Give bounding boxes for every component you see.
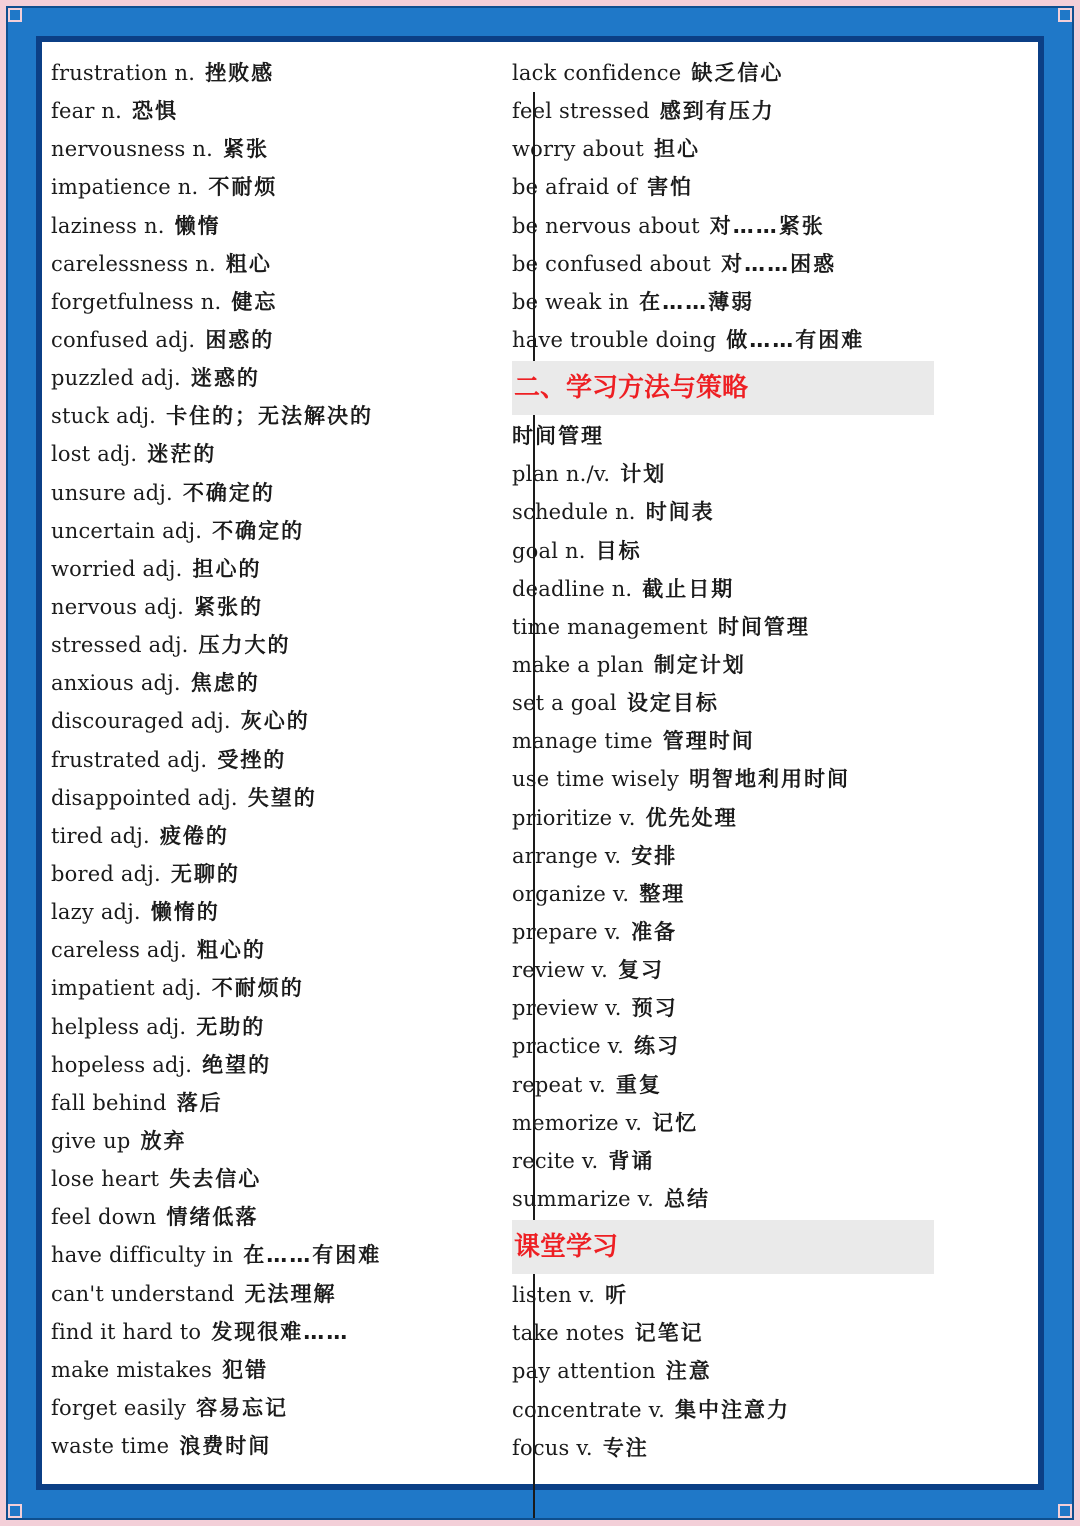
english-term: preview v.	[512, 996, 622, 1021]
english-term: be afraid of	[512, 175, 638, 200]
chinese-meaning: 浪费时间	[179, 1434, 272, 1459]
chinese-meaning: 在……薄弱	[639, 289, 755, 314]
corner-ornament-bottom-right	[1058, 1504, 1072, 1518]
english-term: lost adj.	[51, 442, 138, 467]
english-term: frustration n.	[51, 61, 196, 85]
chinese-meaning: 时间表	[645, 500, 715, 525]
left-column	[51, 54, 481, 1465]
vocab-entry	[51, 1351, 481, 1389]
chinese-meaning: 不确定的	[212, 518, 305, 543]
english-term: careless adj.	[51, 938, 187, 963]
vocab-entry	[512, 1142, 942, 1180]
right-column	[512, 54, 942, 1467]
english-term: be nervous about	[512, 213, 700, 238]
english-term: impatience n.	[51, 175, 199, 200]
english-term: unsure adj.	[51, 480, 173, 505]
chinese-meaning: 无助的	[196, 1014, 266, 1039]
vocab-entry	[512, 570, 942, 608]
vocab-entry	[51, 702, 481, 740]
english-term: schedule n.	[512, 500, 636, 525]
english-term: hopeless adj.	[51, 1052, 193, 1077]
english-term: be weak in	[512, 289, 630, 314]
english-term: focus v.	[512, 1435, 593, 1460]
english-term: use time wisely	[512, 767, 680, 792]
chinese-meaning: 安排	[631, 843, 678, 868]
english-term: be confused about	[512, 251, 712, 276]
english-term: plan n./v.	[512, 462, 611, 487]
chinese-meaning: 绝望的	[202, 1052, 272, 1077]
vocab-entry	[512, 1027, 942, 1065]
vocab-entry	[512, 1066, 942, 1104]
english-term: forgetfulness n.	[51, 289, 222, 314]
english-term: nervous adj.	[51, 594, 185, 619]
chinese-meaning: 在……有困难	[243, 1243, 382, 1268]
vocab-entry	[512, 54, 942, 92]
vocab-entry	[51, 207, 481, 245]
chinese-meaning: 记笔记	[634, 1321, 704, 1346]
vocab-entry	[512, 760, 942, 798]
chinese-meaning: 预习	[631, 996, 678, 1021]
english-term: find it hard to	[51, 1319, 202, 1344]
english-term: worry about	[512, 137, 645, 162]
vocab-entry	[51, 550, 481, 588]
english-term: helpless adj.	[51, 1014, 187, 1039]
vocab-entry	[51, 1427, 481, 1465]
vocab-entry	[51, 779, 481, 817]
vocab-entry	[51, 1008, 481, 1046]
vocab-entry	[51, 397, 481, 435]
vocab-entry	[512, 1391, 942, 1429]
chinese-meaning: 紧张	[222, 137, 269, 162]
chinese-meaning: 困惑的	[205, 327, 275, 352]
chinese-meaning: 重复	[615, 1072, 662, 1097]
chinese-meaning: 担心的	[192, 556, 262, 581]
chinese-meaning: 目标	[595, 538, 642, 563]
english-term: summarize v.	[512, 1186, 655, 1211]
vocab-entry	[512, 92, 942, 130]
english-term: review v.	[512, 958, 608, 983]
chinese-meaning: 情绪低落	[166, 1205, 259, 1230]
chinese-meaning: 制定计划	[653, 652, 746, 677]
vocab-entry	[512, 1180, 942, 1218]
section-heading-classroom-learning: 课堂学习	[512, 1220, 934, 1274]
english-term: waste time	[51, 1434, 170, 1459]
chinese-meaning: 担心	[654, 137, 701, 162]
english-term: worried adj.	[51, 556, 183, 581]
vocab-entry	[512, 875, 942, 913]
vocab-entry	[51, 130, 481, 168]
vocab-entry	[51, 1236, 481, 1274]
english-term: set a goal	[512, 691, 617, 716]
vocab-entry	[512, 1276, 942, 1314]
chinese-meaning: 落后	[176, 1090, 223, 1115]
chinese-meaning: 挫败感	[205, 61, 275, 85]
chinese-meaning: 计划	[620, 462, 667, 487]
corner-ornament-top-right	[1058, 8, 1072, 22]
chinese-meaning: 感到有压力	[659, 99, 775, 124]
english-term: manage time	[512, 729, 653, 754]
vocab-entry	[512, 168, 942, 206]
chinese-meaning: 受挫的	[217, 747, 287, 772]
vocab-entry	[512, 532, 942, 570]
chinese-meaning: 无法理解	[244, 1281, 337, 1306]
vocab-entry	[512, 1104, 942, 1142]
vocab-entry	[51, 1084, 481, 1122]
subsection-title-time-management	[512, 417, 942, 455]
vocab-entry	[512, 951, 942, 989]
chinese-meaning: 不确定的	[182, 480, 275, 505]
english-term: time management	[512, 614, 708, 639]
vocab-entry	[512, 283, 942, 321]
vocab-entry	[51, 855, 481, 893]
vocab-entry	[51, 283, 481, 321]
english-term: can't understand	[51, 1281, 235, 1306]
vocab-entry	[51, 359, 481, 397]
vocab-entry	[51, 245, 481, 283]
vocab-entry	[51, 741, 481, 779]
vocab-entry	[512, 1429, 942, 1467]
vocab-entry	[51, 435, 481, 473]
english-term: have trouble doing	[512, 327, 717, 352]
vocab-entry	[512, 245, 942, 283]
chinese-meaning: 焦虑的	[190, 671, 260, 696]
chinese-meaning: 容易忘记	[196, 1395, 289, 1420]
english-term: deadline n.	[512, 576, 633, 601]
english-term: forget easily	[51, 1395, 187, 1420]
vocab-entry	[51, 893, 481, 931]
english-term: bored adj.	[51, 861, 161, 886]
english-term: laziness n.	[51, 213, 165, 238]
chinese-meaning: 明智地利用时间	[689, 767, 851, 792]
english-term: lazy adj.	[51, 900, 141, 925]
chinese-meaning: 懒惰	[174, 213, 221, 238]
chinese-meaning: 失去信心	[169, 1167, 262, 1192]
english-term: anxious adj.	[51, 671, 181, 696]
chinese-meaning: 健忘	[231, 289, 278, 314]
english-term: organize v.	[512, 881, 630, 906]
chinese-meaning: 背诵	[608, 1148, 655, 1173]
english-term: arrange v.	[512, 843, 622, 868]
english-term: memorize v.	[512, 1110, 643, 1135]
chinese-meaning: 犯错	[222, 1357, 269, 1382]
chinese-meaning: 准备	[631, 919, 678, 944]
chinese-meaning: 发现很难……	[211, 1319, 350, 1344]
chinese-meaning: 时间管理	[717, 614, 810, 639]
chinese-meaning: 懒惰的	[150, 900, 220, 925]
vocab-entry	[51, 1275, 481, 1313]
vocab-entry	[51, 54, 481, 92]
vocab-entry	[51, 1313, 481, 1351]
chinese-meaning: 做……有困难	[726, 327, 865, 352]
vocab-entry	[512, 1352, 942, 1390]
vocab-entry	[51, 168, 481, 206]
vocab-entry	[51, 817, 481, 855]
vocab-entry	[51, 474, 481, 512]
chinese-meaning: 压力大的	[198, 633, 291, 658]
chinese-meaning: 不耐烦的	[211, 976, 304, 1001]
english-term: stuck adj.	[51, 404, 157, 429]
vocab-entry	[51, 626, 481, 664]
vocab-entry	[512, 722, 942, 760]
corner-ornament-bottom-left	[8, 1504, 22, 1518]
corner-ornament-top-left	[8, 8, 22, 22]
chinese-meaning: 专注	[602, 1435, 649, 1460]
english-term: prepare v.	[512, 919, 622, 944]
english-term: frustrated adj.	[51, 747, 208, 772]
chinese-meaning: 记忆	[652, 1110, 699, 1135]
english-term: have difficulty in	[51, 1243, 234, 1268]
chinese-meaning: 紧张的	[194, 594, 264, 619]
vocab-entry	[512, 455, 942, 493]
vocab-entry	[512, 321, 942, 359]
vocab-entry	[51, 1046, 481, 1084]
chinese-meaning: 管理时间	[662, 729, 755, 754]
vocab-entry	[512, 608, 942, 646]
chinese-meaning: 恐惧	[132, 99, 179, 124]
vocab-entry	[512, 799, 942, 837]
english-term: repeat v.	[512, 1072, 606, 1097]
chinese-meaning: 听	[605, 1283, 629, 1308]
vocab-entry	[51, 92, 481, 130]
english-term: confused adj.	[51, 327, 196, 352]
english-term: puzzled adj.	[51, 366, 181, 391]
english-term: carelessness n.	[51, 251, 216, 276]
chinese-meaning: 放弃	[140, 1128, 187, 1153]
english-term: impatient adj.	[51, 976, 202, 1001]
vocab-entry	[51, 664, 481, 702]
chinese-meaning: 缺乏信心	[691, 61, 784, 85]
english-term: pay attention	[512, 1359, 656, 1384]
vocab-entry	[51, 1122, 481, 1160]
vocab-entry	[512, 646, 942, 684]
vocab-entry	[51, 969, 481, 1007]
english-term: disappointed adj.	[51, 785, 238, 810]
chinese-meaning: 迷茫的	[147, 442, 217, 467]
chinese-meaning: 迷惑的	[190, 366, 260, 391]
english-term: tired adj.	[51, 823, 150, 848]
vocab-entry	[51, 1198, 481, 1236]
subsection-label: 时间管理	[512, 424, 604, 449]
chinese-meaning: 复习	[617, 958, 664, 983]
vocab-entry	[51, 931, 481, 969]
english-term: give up	[51, 1128, 131, 1153]
chinese-meaning: 卡住的；无法解决的	[166, 404, 374, 429]
english-term: listen v.	[512, 1283, 596, 1308]
chinese-meaning: 优先处理	[645, 805, 738, 830]
chinese-meaning: 害怕	[647, 175, 694, 200]
english-term: goal n.	[512, 538, 586, 563]
english-term: make a plan	[512, 652, 644, 677]
vocab-entry	[51, 1389, 481, 1427]
chinese-meaning: 总结	[664, 1186, 711, 1211]
chinese-meaning: 练习	[634, 1034, 681, 1059]
english-term: fear n.	[51, 99, 123, 124]
english-term: take notes	[512, 1321, 625, 1346]
chinese-meaning: 无聊的	[170, 861, 240, 886]
english-term: lose heart	[51, 1167, 160, 1192]
chinese-meaning: 灰心的	[240, 709, 310, 734]
vocab-entry	[512, 989, 942, 1027]
chinese-meaning: 对……困惑	[721, 251, 837, 276]
english-term: discouraged adj.	[51, 709, 231, 734]
english-term: nervousness n.	[51, 137, 213, 162]
vocab-entry	[51, 588, 481, 626]
vocab-entry	[512, 493, 942, 531]
chinese-meaning: 对……紧张	[709, 213, 825, 238]
chinese-meaning: 疲倦的	[159, 823, 229, 848]
vocab-entry	[512, 913, 942, 951]
english-term: recite v.	[512, 1148, 599, 1173]
chinese-meaning: 失望的	[247, 785, 317, 810]
vocab-entry	[512, 130, 942, 168]
english-term: stressed adj.	[51, 633, 189, 658]
vocab-entry	[512, 684, 942, 722]
chinese-meaning: 粗心的	[196, 938, 266, 963]
english-term: feel down	[51, 1205, 157, 1230]
vocab-entry	[51, 512, 481, 550]
english-term: concentrate v.	[512, 1397, 666, 1422]
chinese-meaning: 注意	[665, 1359, 712, 1384]
vocab-entry	[512, 207, 942, 245]
chinese-meaning: 截止日期	[642, 576, 735, 601]
english-term: uncertain adj.	[51, 518, 203, 543]
english-term: practice v.	[512, 1034, 625, 1059]
chinese-meaning: 集中注意力	[675, 1397, 791, 1422]
vocab-entry	[512, 837, 942, 875]
chinese-meaning: 粗心	[225, 251, 272, 276]
english-term: fall behind	[51, 1090, 167, 1115]
section-heading-study-methods: 二、学习方法与策略	[512, 361, 934, 415]
english-term: lack confidence	[512, 61, 682, 85]
chinese-meaning: 不耐烦	[208, 175, 278, 200]
vocab-entry	[512, 1314, 942, 1352]
english-term: make mistakes	[51, 1357, 213, 1382]
vocab-entry	[51, 321, 481, 359]
english-term: prioritize v.	[512, 805, 636, 830]
vocab-entry	[51, 1160, 481, 1198]
english-term: feel stressed	[512, 99, 650, 124]
chinese-meaning: 设定目标	[626, 691, 719, 716]
chinese-meaning: 整理	[639, 881, 686, 906]
